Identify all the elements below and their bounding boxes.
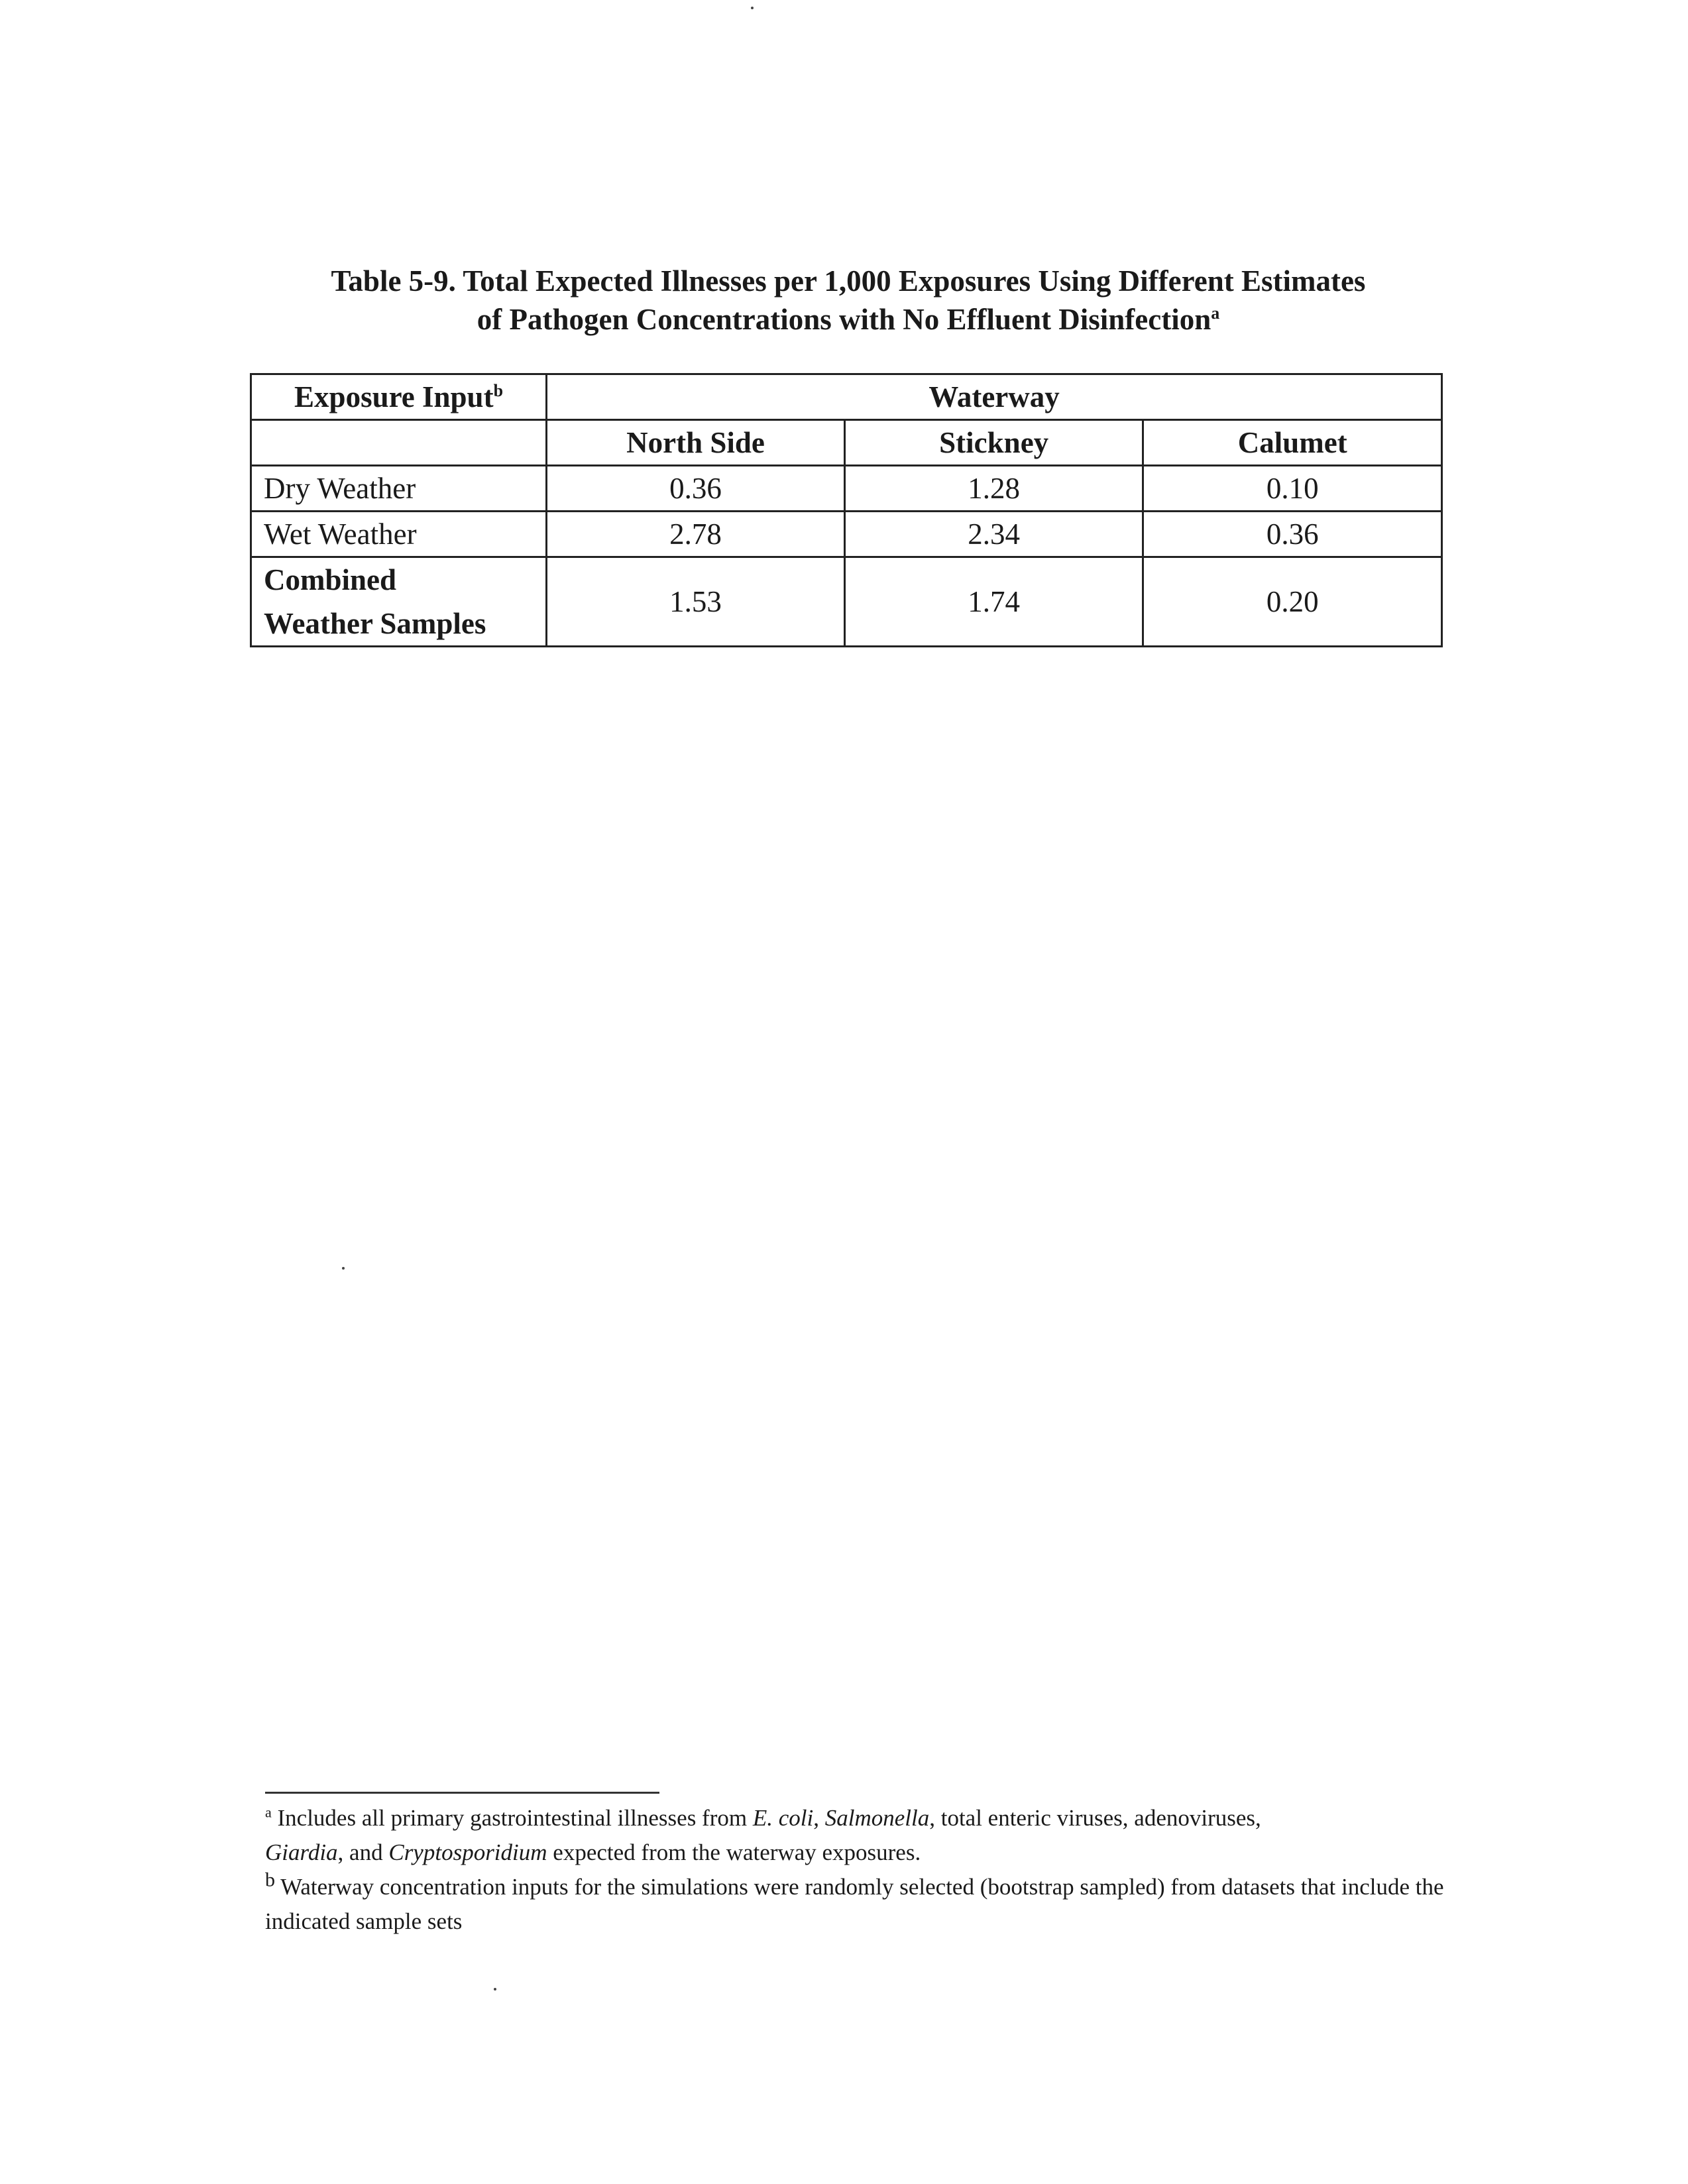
row-label-combined (251, 557, 547, 647)
footnote-b (265, 1870, 1451, 1939)
footnote-b-mark: b (265, 1869, 275, 1891)
column-header-calumet: Calumet (1143, 420, 1442, 466)
footnote-a (265, 1801, 1451, 1870)
empty-header-cell (251, 420, 547, 466)
cell-wet-north-side: 2.78 (547, 512, 845, 557)
footnote-a-salmonella: Salmonella (824, 1805, 930, 1831)
footnote-a-ecoli: E. coli (752, 1805, 814, 1831)
table-row (251, 512, 1442, 557)
footnote-a-text-1: Includes all primary gastrointestinal illnesses from (271, 1805, 753, 1831)
table-title (252, 262, 1445, 339)
title-footnote-mark: a (1211, 303, 1220, 323)
cell-wet-calumet: 0.36 (1143, 512, 1442, 557)
cell-dry-north-side: 0.36 (547, 466, 845, 512)
row-label-combined-line-2: Weather Samples (264, 607, 486, 640)
row-label-dry-weather: Dry Weather (251, 466, 547, 512)
cell-combined-stickney: 1.74 (844, 557, 1143, 647)
cell-combined-north-side: 1.53 (547, 557, 845, 647)
header-row (251, 374, 1442, 420)
row-label-combined-line-1: Combined (264, 563, 397, 596)
footnote-a-text-2: , (813, 1805, 825, 1831)
column-header-stickney: Stickney (844, 420, 1143, 466)
subheader-row (251, 420, 1442, 466)
footnote-b-text: Waterway concentration inputs for the simulations were randomly selected (bootstrap sampled) from datasets that include the indicated sample sets (265, 1874, 1444, 1934)
footnote-a-text-3: , total enteric viruses, adenoviruses, (929, 1805, 1261, 1831)
footnote-a-cryptosporidium: Cryptosporidium (388, 1839, 547, 1865)
footnote-divider (265, 1792, 659, 1794)
cell-dry-stickney: 1.28 (844, 466, 1143, 512)
scan-speck (751, 7, 754, 9)
footnote-a-giardia: Giardia (265, 1839, 338, 1865)
table-row (251, 557, 1442, 647)
waterway-header: Waterway (547, 374, 1442, 420)
column-header-north-side: North Side (547, 420, 845, 466)
table-title-line-2 (252, 300, 1445, 339)
scan-speck (342, 1267, 345, 1270)
cell-dry-calumet: 0.10 (1143, 466, 1442, 512)
exposure-input-header-text: Exposure Input (294, 380, 494, 413)
footnote-a-text-5: expected from the waterway exposures. (547, 1839, 921, 1865)
footnotes (265, 1801, 1451, 1939)
cell-combined-calumet: 0.20 (1143, 557, 1442, 647)
illness-table (250, 373, 1443, 647)
row-label-wet-weather: Wet Weather (251, 512, 547, 557)
footnote-a-mark: a (265, 1804, 272, 1821)
table-row (251, 466, 1442, 512)
footnote-a-text-4: , and (337, 1839, 389, 1865)
table-title-line-2-text: of Pathogen Concentrations with No Effluent Disinfection (477, 303, 1211, 336)
table-title-line-1: Table 5-9. Total Expected Illnesses per 1,000 Exposures Using Different Estimates (331, 264, 1366, 298)
exposure-input-header (251, 374, 547, 420)
scan-speck (494, 1988, 496, 1991)
cell-wet-stickney: 2.34 (844, 512, 1143, 557)
exposure-input-footnote-mark: b (493, 381, 504, 400)
